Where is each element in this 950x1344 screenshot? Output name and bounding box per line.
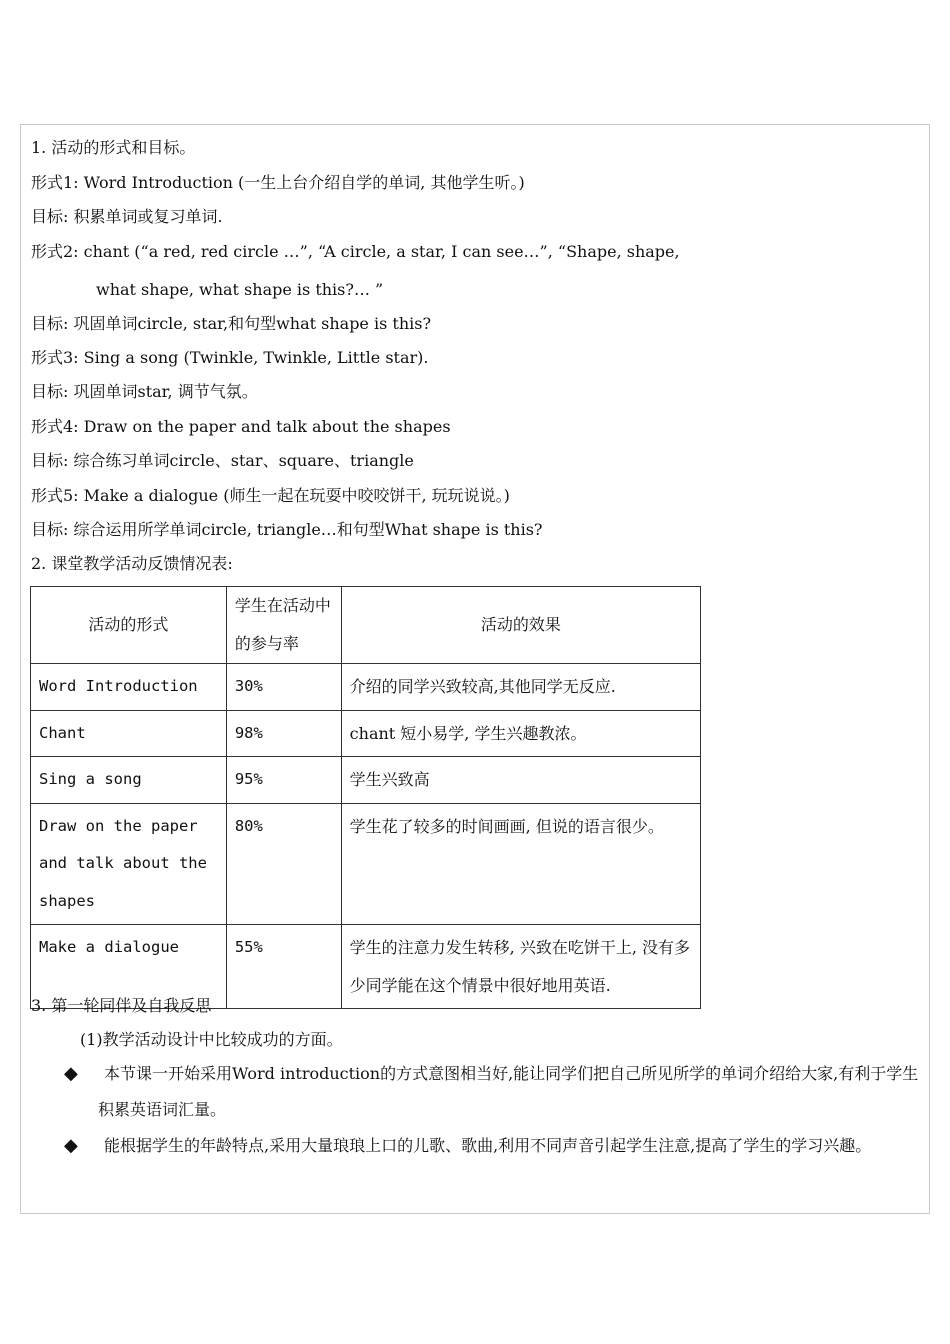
table-row	[31, 803, 701, 925]
row-form: Make a dialogue	[31, 925, 227, 1009]
row-rate: 55%	[226, 925, 341, 1009]
goal2-line: 目标: 巩固单词circle, star,和句型what shape is this?	[31, 314, 432, 333]
section3-heading: 3. 第一轮同伴及自我反思	[31, 996, 212, 1015]
row-form: Word Introduction	[31, 664, 227, 711]
row-effect: 学生兴致高	[341, 757, 700, 804]
table-header-row	[31, 587, 701, 664]
form2-line: 形式2: chant (“a red, red circle …”, “A circle, a star, I can see…”, “Shape, shape,	[31, 242, 680, 261]
row-rate: 95%	[226, 757, 341, 804]
row-effect: 介绍的同学兴致较高,其他同学无反应.	[341, 664, 700, 711]
row-form: Chant	[31, 710, 227, 757]
bullet-paragraph-2: 能根据学生的年龄特点,采用大量琅琅上口的儿歌、歌曲,利用不同声音引起学生注意,提高了学生的学习兴趣。	[104, 1136, 872, 1155]
goal1-line: 目标: 积累单词或复习单词.	[31, 207, 223, 226]
form1-line: 形式1: Word Introduction (一生上台介绍自学的单词, 其他学生听。)	[31, 173, 525, 192]
section3-subheading: (1)教学活动设计中比较成功的方面。	[80, 1030, 343, 1049]
section2-heading: 2. 课堂教学活动反馈情况表:	[31, 554, 233, 573]
section1-heading: 1. 活动的形式和目标。	[31, 138, 196, 157]
row-effect: 学生的注意力发生转移, 兴致在吃饼干上, 没有多少同学能在这个情景中很好地用英语.	[341, 925, 700, 1009]
goal3-line: 目标: 巩固单词star, 调节气氛。	[31, 382, 258, 401]
form3-line: 形式3: Sing a song (Twinkle, Twinkle, Little star).	[31, 348, 429, 367]
table-row	[31, 664, 701, 711]
bullet-diamond-icon: ◆	[64, 1135, 78, 1156]
table-row	[31, 757, 701, 804]
feedback-table	[30, 586, 701, 1009]
row-form: Draw on the paper and talk about the shapes	[31, 803, 227, 925]
row-rate: 98%	[226, 710, 341, 757]
form5-line: 形式5: Make a dialogue (师生一起在玩耍中咬咬饼干, 玩玩说说。)	[31, 486, 510, 505]
form4-line: 形式4: Draw on the paper and talk about the shapes	[31, 417, 451, 436]
bullet-paragraph-1: 本节课一开始采用Word introduction的方式意图相当好,能让同学们把自己所见所学的单词介绍给大家,有利于学生积累英语词汇量。	[98, 1064, 919, 1119]
row-rate: 80%	[226, 803, 341, 925]
header-form: 活动的形式	[31, 587, 227, 664]
goal4-line: 目标: 综合练习单词circle、star、square、triangle	[31, 451, 414, 470]
table-row	[31, 710, 701, 757]
header-effect: 活动的效果	[341, 587, 700, 664]
row-form: Sing a song	[31, 757, 227, 804]
row-rate: 30%	[226, 664, 341, 711]
bullet-diamond-icon: ◆	[64, 1063, 78, 1084]
row-effect: 学生花了较多的时间画画, 但说的语言很少。	[341, 803, 700, 925]
row-effect: chant 短小易学, 学生兴趣教浓。	[341, 710, 700, 757]
goal5-line: 目标: 综合运用所学单词circle, triangle…和句型What shape is this?	[31, 520, 543, 539]
header-participation: 学生在活动中的参与率	[226, 587, 341, 664]
form2-line-cont: what shape, what shape is this?… ”	[96, 280, 384, 299]
